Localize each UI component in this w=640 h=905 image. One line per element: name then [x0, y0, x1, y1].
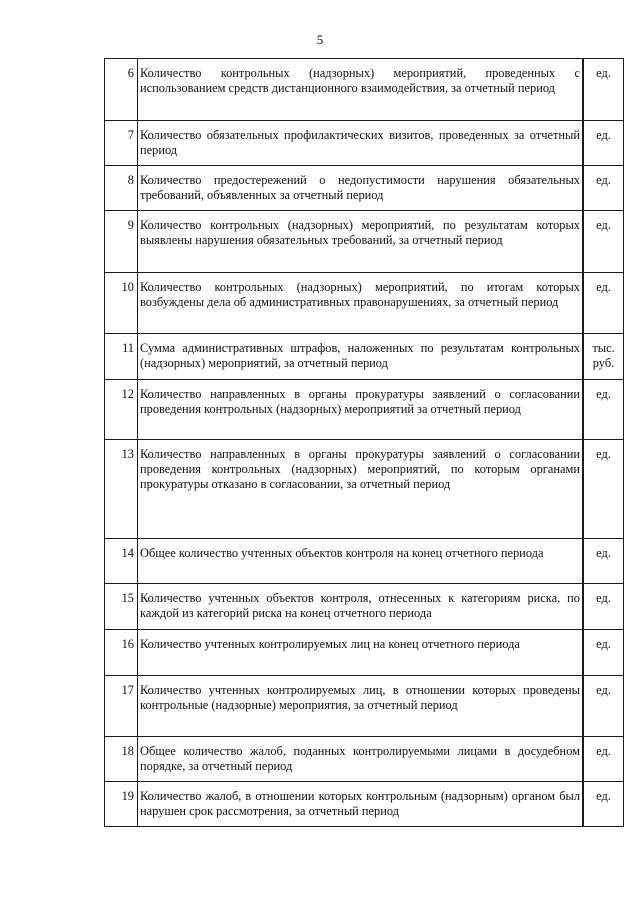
- row-number: 8: [105, 166, 138, 211]
- table-row: [105, 166, 624, 211]
- row-indicator-name: Количество контрольных (надзорных) мероприятий, проведенных с использованием средств дистанционного взаимодействия, за отчетный период: [138, 59, 584, 121]
- row-indicator-name: Количество жалоб, в отношении которых контрольным (надзорным) органом был нарушен срок рассмотрения, за отчетный период: [138, 782, 584, 827]
- row-unit: ед.: [583, 440, 624, 539]
- row-number: 16: [105, 630, 138, 676]
- indicators-table: [104, 58, 624, 827]
- row-indicator-name: Количество учтенных объектов контроля, отнесенных к категориям риска, по каждой из категорий риска на конец отчетного периода: [138, 584, 584, 630]
- table-row: [105, 782, 624, 827]
- row-unit: ед.: [583, 584, 624, 630]
- row-unit: ед.: [583, 539, 624, 584]
- row-indicator-name: Сумма административных штрафов, наложенных по результатам контрольных (надзорных) мероприятий, за отчетный период: [138, 334, 584, 380]
- row-unit: ед.: [583, 676, 624, 737]
- row-number: 14: [105, 539, 138, 584]
- row-number: 19: [105, 782, 138, 827]
- table-row: [105, 584, 624, 630]
- row-indicator-name: Количество предостережений о недопустимости нарушения обязательных требований, объявленных за отчетный период: [138, 166, 584, 211]
- row-number: 15: [105, 584, 138, 630]
- row-indicator-name: Общее количество учтенных объектов контроля на конец отчетного периода: [138, 539, 584, 584]
- row-number: 12: [105, 380, 138, 440]
- table-row: [105, 440, 624, 539]
- table-row: [105, 59, 624, 121]
- row-unit: ед.: [583, 59, 624, 121]
- row-indicator-name: Общее количество жалоб, поданных контролируемыми лицами в досудебном порядке, за отчетный период: [138, 737, 584, 782]
- table-row: [105, 539, 624, 584]
- table-row: [105, 273, 624, 334]
- row-unit: ед.: [583, 121, 624, 166]
- row-unit: ед.: [583, 166, 624, 211]
- row-indicator-name: Количество обязательных профилактических визитов, проведенных за отчетный период: [138, 121, 584, 166]
- row-unit: ед.: [583, 630, 624, 676]
- table-row: [105, 676, 624, 737]
- table-row: [105, 737, 624, 782]
- row-unit: ед.: [583, 273, 624, 334]
- row-indicator-name: Количество контрольных (надзорных) мероприятий, по результатам которых выявлены нарушения обязательных требований, за отчетный период: [138, 211, 584, 273]
- row-indicator-name: Количество учтенных контролируемых лиц на конец отчетного периода: [138, 630, 584, 676]
- table-row: [105, 211, 624, 273]
- row-unit: ед.: [583, 737, 624, 782]
- row-number: 7: [105, 121, 138, 166]
- row-unit: ед.: [583, 782, 624, 827]
- row-indicator-name: Количество направленных в органы прокуратуры заявлений о согласовании проведения контрольных (надзорных) мероприятий за отчетный период: [138, 380, 584, 440]
- row-unit: ед.: [583, 211, 624, 273]
- row-number: 9: [105, 211, 138, 273]
- row-number: 18: [105, 737, 138, 782]
- row-unit: ед.: [583, 380, 624, 440]
- row-indicator-name: Количество контрольных (надзорных) мероприятий, по итогам которых возбуждены дела об административных правонарушениях, за отчетный период: [138, 273, 584, 334]
- table-row: [105, 630, 624, 676]
- table-row: [105, 121, 624, 166]
- row-number: 10: [105, 273, 138, 334]
- row-number: 17: [105, 676, 138, 737]
- row-number: 6: [105, 59, 138, 121]
- table-row: [105, 334, 624, 380]
- row-indicator-name: Количество направленных в органы прокуратуры заявлений о согласовании проведения контрольных (надзорных) мероприятий, по которым органами прокуратуры отказано в согласовании, за отчетный период: [138, 440, 584, 539]
- table-row: [105, 380, 624, 440]
- page-number: 5: [316, 32, 324, 47]
- row-indicator-name: Количество учтенных контролируемых лиц, в отношении которых проведены контрольные (надзорные) мероприятия, за отчетный период: [138, 676, 584, 737]
- row-number: 11: [105, 334, 138, 380]
- row-number: 13: [105, 440, 138, 539]
- row-unit: тыс. руб.: [583, 334, 624, 380]
